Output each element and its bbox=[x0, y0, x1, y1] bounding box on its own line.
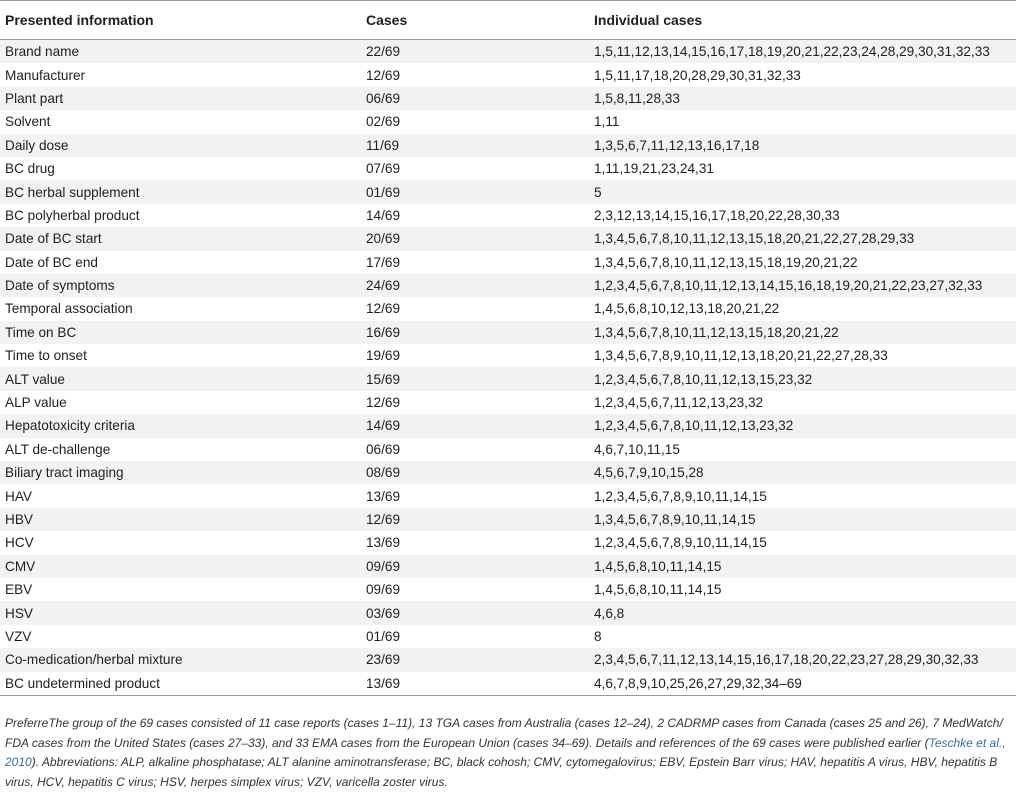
cell-presented-information: ALP value bbox=[5, 395, 67, 411]
cell-individual-cases: 1,2,3,4,5,6,7,8,10,11,12,13,15,23,32 bbox=[594, 371, 813, 387]
cell-individual-cases: 8 bbox=[594, 628, 602, 644]
table-row bbox=[0, 344, 1016, 367]
cell-individual-cases: 4,6,7,8,9,10,25,26,27,29,32,34–69 bbox=[594, 675, 802, 691]
cell-presented-information: Co-medication/herbal mixture bbox=[5, 652, 183, 668]
footnote-text: PreferreThe group of the 69 cases consisted of 11 case reports (cases 1–11), 13 TGA cases from Australia (cases 12–24), 2 CADRMP cases from Canada (cases 25 and 26), 7 MedWatch/ FDA cases from the United States (cases 27–33), and 33 EMA cases from the European Union (cases 34–69). Details and references of the 69 cases were published earlier ( bbox=[5, 716, 1003, 750]
header-cases: Cases bbox=[366, 12, 408, 28]
cell-cases: 07/69 bbox=[366, 161, 401, 177]
table-row bbox=[0, 321, 1016, 344]
table-row bbox=[0, 578, 1016, 601]
cell-presented-information: Date of symptoms bbox=[5, 278, 115, 294]
cell-presented-information: BC drug bbox=[5, 161, 55, 177]
cell-presented-information: Hepatotoxicity criteria bbox=[5, 418, 135, 434]
footnote-text-continued: ). Abbreviations: ALP, alkaline phosphatase; ALT alanine aminotransferase; BC, black cohosh; CMV, cytomegalovirus; EBV, Epstein Barr virus; HAV, hepatitis A virus, HBV, hepatitis B virus, HCV, hepatitis C virus; HSV, herpes simplex virus; VZV, varicella zoster virus. bbox=[5, 755, 998, 789]
cell-individual-cases: 1,4,5,6,8,10,11,14,15 bbox=[594, 582, 722, 598]
cell-cases: 13/69 bbox=[366, 675, 401, 691]
cell-individual-cases: 1,4,5,6,8,10,11,14,15 bbox=[594, 558, 722, 574]
cell-individual-cases: 2,3,4,5,6,7,11,12,13,14,15,16,17,18,20,22,23,27,28,29,30,32,33 bbox=[594, 652, 979, 668]
cell-cases: 13/69 bbox=[366, 535, 401, 551]
cell-individual-cases: 1,3,4,5,6,7,8,10,11,12,13,15,18,20,21,22,27,28,29,33 bbox=[594, 231, 915, 247]
cell-presented-information: HBV bbox=[5, 512, 33, 527]
cell-presented-information: Date of BC start bbox=[5, 231, 102, 247]
table-row bbox=[0, 180, 1016, 203]
cell-cases: 06/69 bbox=[366, 90, 401, 106]
cell-individual-cases: 1,3,4,5,6,7,8,10,11,12,13,15,18,20,21,22 bbox=[594, 324, 839, 340]
cell-individual-cases: 1,11 bbox=[594, 114, 620, 130]
table-row bbox=[0, 63, 1016, 86]
cell-cases: 02/69 bbox=[366, 114, 401, 130]
table-row bbox=[0, 484, 1016, 507]
cell-individual-cases: 2,3,12,13,14,15,16,17,18,20,22,28,30,33 bbox=[594, 207, 840, 223]
cell-individual-cases: 1,2,3,4,5,6,7,8,9,10,11,14,15 bbox=[594, 535, 767, 551]
cell-presented-information: BC polyherbal product bbox=[5, 207, 140, 223]
cell-presented-information: CMV bbox=[5, 558, 36, 574]
header-individual-cases: Individual cases bbox=[594, 12, 703, 28]
cell-presented-information: Temporal association bbox=[5, 301, 133, 317]
cell-presented-information: Solvent bbox=[5, 114, 51, 130]
table-header bbox=[0, 0, 1016, 40]
table-row bbox=[0, 297, 1016, 320]
cell-presented-information: EBV bbox=[5, 582, 33, 598]
cell-cases: 01/69 bbox=[366, 184, 401, 200]
table-row bbox=[0, 461, 1016, 484]
cell-individual-cases: 1,2,3,4,5,6,7,8,9,10,11,14,15 bbox=[594, 488, 767, 504]
table-row bbox=[0, 110, 1016, 133]
cell-individual-cases: 4,6,8 bbox=[594, 605, 625, 621]
cell-presented-information: ALT de-challenge bbox=[5, 441, 111, 457]
cell-cases: 06/69 bbox=[366, 441, 401, 457]
table-row bbox=[0, 227, 1016, 250]
cell-cases: 13/69 bbox=[366, 488, 401, 504]
cell-presented-information: Time to onset bbox=[5, 348, 87, 364]
header-presented-information: Presented information bbox=[5, 12, 154, 28]
cell-individual-cases: 1,3,4,5,6,7,8,9,10,11,12,13,18,20,21,22,27,28,33 bbox=[594, 348, 888, 364]
cell-cases: 12/69 bbox=[366, 512, 401, 527]
table-row bbox=[0, 40, 1016, 63]
cell-individual-cases: 5 bbox=[594, 184, 602, 200]
table-footnote bbox=[5, 714, 1010, 792]
table-row bbox=[0, 251, 1016, 274]
table-body bbox=[0, 40, 1016, 696]
cell-individual-cases: 1,2,3,4,5,6,7,8,10,11,12,13,14,15,16,18,19,20,21,22,23,27,32,33 bbox=[594, 278, 983, 294]
table-row bbox=[0, 414, 1016, 437]
table-row bbox=[0, 625, 1016, 648]
cell-cases: 08/69 bbox=[366, 465, 401, 481]
cell-cases: 14/69 bbox=[366, 207, 401, 223]
cell-cases: 09/69 bbox=[366, 582, 401, 598]
cell-cases: 17/69 bbox=[366, 254, 401, 270]
cell-cases: 12/69 bbox=[366, 67, 401, 83]
cell-presented-information: Brand name bbox=[5, 44, 80, 60]
table-row bbox=[0, 134, 1016, 157]
cell-individual-cases: 1,11,19,21,23,24,31 bbox=[594, 161, 714, 177]
cell-cases: 03/69 bbox=[366, 605, 401, 621]
cell-cases: 12/69 bbox=[366, 301, 401, 317]
cell-cases: 09/69 bbox=[366, 558, 401, 574]
cell-presented-information: Time on BC bbox=[5, 324, 77, 340]
cell-presented-information: HCV bbox=[5, 535, 34, 551]
cell-individual-cases: 1,5,11,12,13,14,15,16,17,18,19,20,21,22,23,24,28,29,30,31,32,33 bbox=[594, 44, 990, 60]
cell-presented-information: BC herbal supplement bbox=[5, 184, 140, 200]
cell-individual-cases: 1,2,3,4,5,6,7,11,12,13,23,32 bbox=[594, 395, 764, 411]
cell-cases: 16/69 bbox=[366, 324, 401, 340]
table-row bbox=[0, 648, 1016, 671]
cell-presented-information: HSV bbox=[5, 605, 33, 621]
cell-presented-information: ALT value bbox=[5, 371, 65, 387]
cell-individual-cases: 1,3,4,5,6,7,8,10,11,12,13,15,18,19,20,21,22 bbox=[594, 254, 858, 270]
cell-presented-information: HAV bbox=[5, 488, 32, 504]
table-row bbox=[0, 555, 1016, 578]
cell-cases: 19/69 bbox=[366, 348, 401, 364]
table-row bbox=[0, 87, 1016, 110]
cell-individual-cases: 1,5,8,11,28,33 bbox=[594, 90, 680, 106]
cell-individual-cases: 1,4,5,6,8,10,12,13,18,20,21,22 bbox=[594, 301, 780, 317]
cell-individual-cases: 1,3,5,6,7,11,12,13,16,17,18 bbox=[594, 137, 760, 153]
cell-presented-information: Date of BC end bbox=[5, 254, 98, 270]
footnote-citation-link[interactable]: Teschke et al., 2010 bbox=[5, 735, 1006, 769]
cell-individual-cases: 1,5,11,17,18,20,28,29,30,31,32,33 bbox=[594, 67, 801, 83]
cell-cases: 22/69 bbox=[366, 44, 401, 60]
cell-presented-information: VZV bbox=[5, 628, 32, 644]
cell-cases: 15/69 bbox=[366, 371, 401, 387]
table-row bbox=[0, 672, 1016, 695]
cell-cases: 23/69 bbox=[366, 652, 401, 668]
cell-cases: 11/69 bbox=[366, 137, 400, 153]
cell-presented-information: Biliary tract imaging bbox=[5, 465, 124, 481]
cell-cases: 24/69 bbox=[366, 278, 401, 294]
cell-cases: 12/69 bbox=[366, 395, 401, 411]
cell-presented-information: BC undetermined product bbox=[5, 675, 160, 691]
cell-individual-cases: 1,3,4,5,6,7,8,9,10,11,14,15 bbox=[594, 512, 756, 527]
cell-cases: 01/69 bbox=[366, 628, 401, 644]
cell-individual-cases: 4,6,7,10,11,15 bbox=[594, 441, 680, 457]
table-row bbox=[0, 531, 1016, 554]
cell-cases: 14/69 bbox=[366, 418, 401, 434]
table-row bbox=[0, 204, 1016, 227]
table-row bbox=[0, 438, 1016, 461]
cell-cases: 20/69 bbox=[366, 231, 401, 247]
table-row bbox=[0, 601, 1016, 624]
cell-individual-cases: 1,2,3,4,5,6,7,8,10,11,12,13,23,32 bbox=[594, 418, 794, 434]
cell-individual-cases: 4,5,6,7,9,10,15,28 bbox=[594, 465, 704, 481]
table-row bbox=[0, 367, 1016, 390]
table-row bbox=[0, 274, 1016, 297]
table-row bbox=[0, 157, 1016, 180]
cell-presented-information: Daily dose bbox=[5, 137, 69, 153]
cell-presented-information: Manufacturer bbox=[5, 67, 86, 83]
table-row bbox=[0, 508, 1016, 531]
table-row bbox=[0, 391, 1016, 414]
cell-presented-information: Plant part bbox=[5, 90, 64, 106]
